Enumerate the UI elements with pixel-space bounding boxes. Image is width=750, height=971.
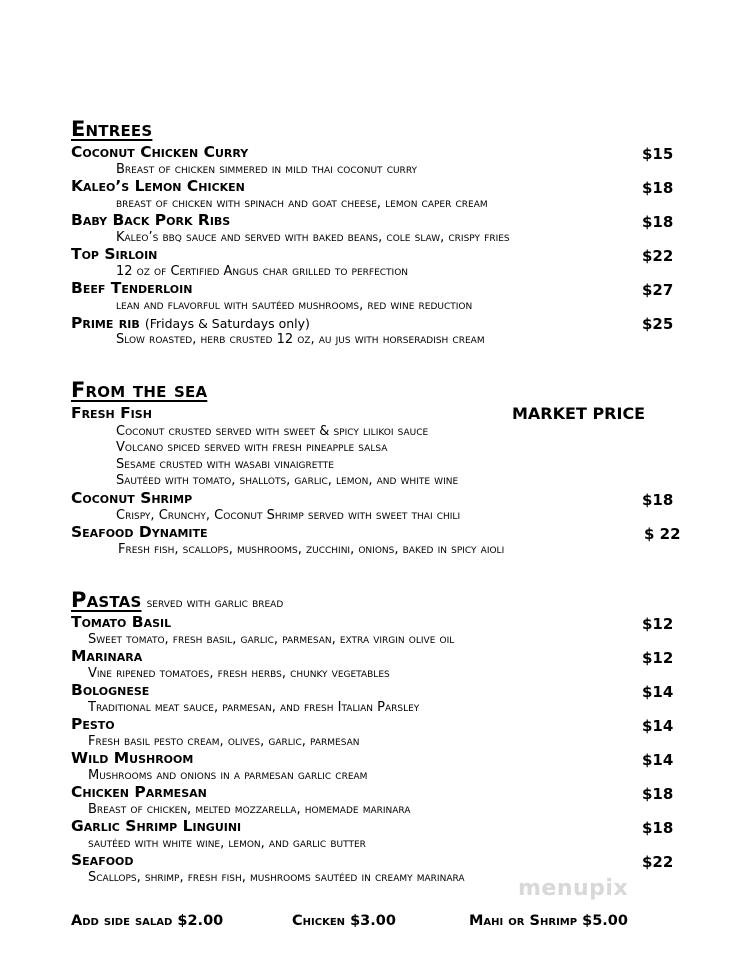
pasta-desc: Mushrooms and onions in a parmesan garlic cream [88,768,368,783]
entree-availability-note: (Fridays & Saturdays only) [144,316,310,331]
entree-desc: Slow roasted, herb crusted 12 oz, au jus with horseradish cream [116,332,485,347]
pasta-name: Wild Mushroom [71,749,194,767]
pasta-name: Garlic Shrimp Linguini [71,817,242,835]
entree-name: Top Sirloin [71,245,158,263]
entree-desc: 12 oz of Certified Angus char grilled to perfection [116,264,409,279]
entree-name: Beef Tenderloin [71,279,193,297]
pasta-desc: Breast of chicken, melted mozzarella, homemade marinara [88,802,411,817]
pasta-price: $14 [642,717,674,735]
entree-name: Baby Back Pork Ribs [71,211,231,229]
fresh-fish-option: Sautéed with tomato, shallots, garlic, lemon, and white wine [116,473,459,488]
fresh-fish-option: Volcano spiced served with fresh pineapple salsa [116,440,388,455]
entree-price: $15 [642,145,674,163]
entree-price: $22 [642,247,674,265]
pasta-price: $18 [642,785,674,803]
sea-item-desc: Crispy, Crunchy, Coconut Shrimp served with sweet thai chili [116,508,461,523]
pasta-desc: Vine ripened tomatoes, fresh herbs, chunky vegetables [88,666,390,681]
entree-name: Prime rib [71,314,140,332]
pastas-note: served with garlic bread [146,596,284,611]
pasta-name: Seafood [71,851,134,869]
entree-price: $25 [642,315,674,333]
entree-price: $18 [642,213,674,231]
footer-mahi-shrimp: Mahi or Shrimp $5.00 [469,913,628,929]
footer-side-salad: Add side salad $2.00 [71,913,224,929]
pasta-name: Bolognese [71,681,150,699]
pasta-name: Marinara [71,647,143,665]
pasta-desc: Scallops, shrimp, fresh fish, mushrooms sautéed in creamy marinara [88,870,465,885]
pasta-price: $14 [642,751,674,769]
entree-prime-rib [71,313,310,332]
entree-name: Coconut Chicken Curry [71,143,249,161]
pastas-heading-row [71,588,283,612]
pasta-name: Pesto [71,715,115,733]
fresh-fish-option: Sesame crusted with wasabi vinaigrette [116,457,334,472]
entree-name: Kaleo’s Lemon Chicken [71,177,245,195]
sea-item-name: Seafood Dynamite [71,523,208,541]
sea-heading: From the sea [71,378,208,402]
pasta-name: Chicken Parmesan [71,783,207,801]
pastas-heading: Pastas [71,588,142,612]
pasta-price: $14 [642,683,674,701]
sea-item-name: Coconut Shrimp [71,489,193,507]
pasta-price: $12 [642,615,674,633]
entree-price: $18 [642,179,674,197]
sea-item-desc: Fresh fish, scallops, mushrooms, zucchini, onions, baked in spicy aioli [118,542,505,557]
menupix-watermark: menupix [518,876,629,901]
fresh-fish-option: Coconut crusted served with sweet & spicy lilikoi sauce [116,424,429,439]
entree-desc: Kaleo’s bbq sauce and served with baked beans, cole slaw, crispy fries [116,230,510,245]
pasta-desc: Traditional meat sauce, parmesan, and fresh Italian Parsley [88,700,420,715]
sea-fresh-fish-price: MARKET PRICE [512,404,646,423]
sea-item-price: $18 [642,491,674,509]
entrees-heading: Entrees [71,117,153,141]
entree-desc: breast of chicken with spinach and goat cheese, lemon caper cream [116,196,488,211]
entree-desc: lean and flavorful with sautéed mushrooms, red wine reduction [116,298,473,313]
entree-price: $27 [642,281,674,299]
sea-fresh-fish-name: Fresh Fish [71,404,152,422]
pasta-price: $18 [642,819,674,837]
pasta-desc: Fresh basil pesto cream, olives, garlic, parmesan [88,734,360,749]
pasta-desc: Sweet tomato, fresh basil, garlic, parmesan, extra virgin olive oil [88,632,455,647]
entree-desc: Breast of chicken simmered in mild thai coconut curry [116,162,417,177]
pasta-desc: sautéed with white wine, lemon, and garlic butter [88,836,366,851]
pasta-price: $22 [642,853,674,871]
sea-item-price: $ 22 [644,525,681,543]
footer-chicken: Chicken $3.00 [292,913,396,929]
pasta-name: Tomato Basil [71,613,172,631]
pasta-price: $12 [642,649,674,667]
